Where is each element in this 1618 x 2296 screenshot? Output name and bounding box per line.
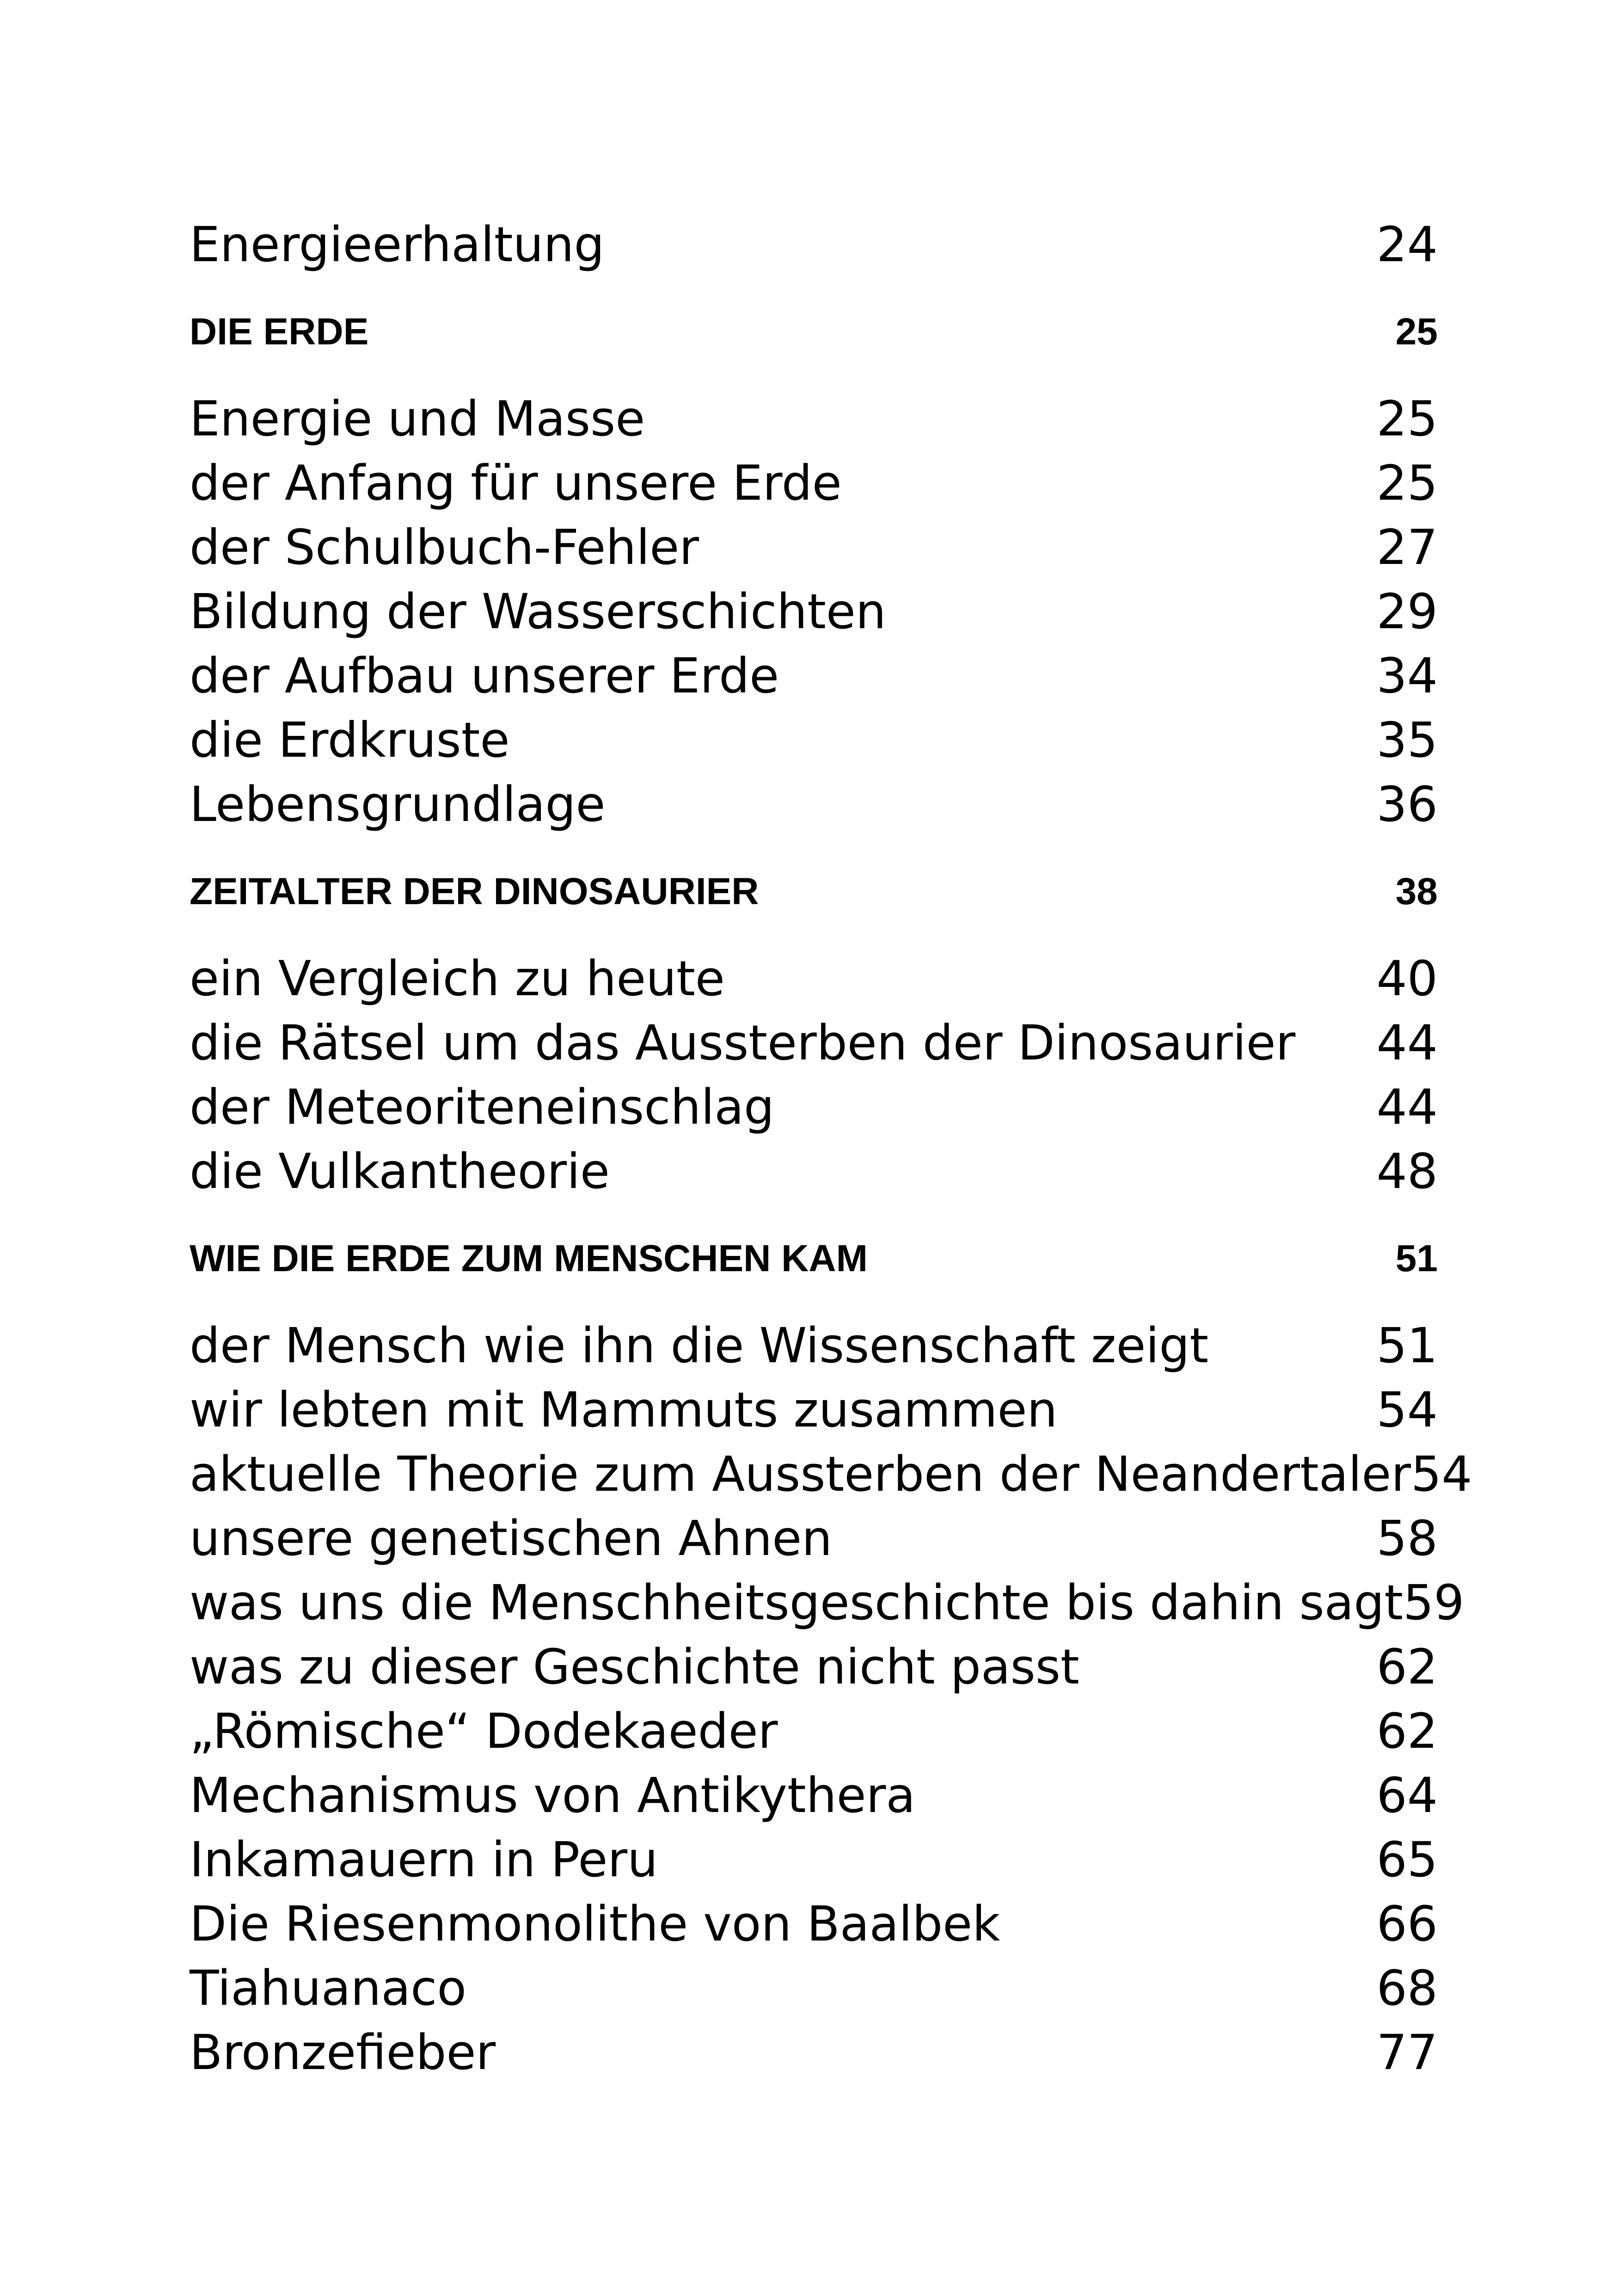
toc-entry (190, 1699, 1438, 1763)
toc-entry (190, 772, 1438, 837)
toc-entry-page: 27 (1376, 519, 1438, 576)
toc-entry (190, 1828, 1438, 1892)
toc-entry-page: 25 (1376, 391, 1438, 447)
toc-entry-title: Lebensgrundlage (190, 776, 606, 833)
toc-entry-page: 64 (1376, 1767, 1438, 1824)
toc-entry-title: Energieerhaltung (190, 216, 605, 273)
toc-entry-title: ein Vergleich zu heute (190, 950, 725, 1007)
toc-entry (190, 644, 1438, 708)
toc-entry (190, 1075, 1438, 1139)
toc-entry-title: der Aufbau unserer Erde (190, 648, 779, 704)
toc-entry-title: Die Riesenmonolithe von Baalbek (190, 1896, 1000, 1952)
toc-entry-title: die Erdkruste (190, 712, 510, 768)
toc-entry-title: die Rätsel um das Aussterben der Dinosaurier (190, 1015, 1296, 1071)
toc-entry (190, 515, 1438, 580)
toc-entry-page: 40 (1376, 950, 1438, 1007)
toc-entry-page: 54 (1376, 1382, 1438, 1438)
toc-chapter-page: 51 (1395, 1237, 1438, 1280)
toc-entry-page: 68 (1376, 1960, 1438, 2016)
toc-entry (190, 1011, 1438, 1075)
toc-entry-page: 44 (1376, 1015, 1438, 1071)
toc-chapter-heading (190, 837, 1438, 947)
toc-entry (190, 708, 1438, 772)
toc-entry-page: 29 (1376, 583, 1438, 640)
toc-entry-page: 58 (1376, 1510, 1438, 1567)
toc-chapter-page: 25 (1395, 311, 1438, 353)
toc-entry-title: Tiahuanaco (190, 1960, 466, 2016)
toc-entry-title: Mechanismus von Antikythera (190, 1767, 916, 1824)
toc-entry-page: 59 (1403, 1574, 1465, 1631)
toc-entry (190, 1763, 1438, 1828)
toc-entry (190, 1314, 1438, 1378)
toc-entry (190, 2020, 1438, 2085)
toc-entry-title: unsere genetischen Ahnen (190, 1510, 833, 1567)
table-of-contents (190, 213, 1472, 2085)
toc-chapter-heading (190, 277, 1438, 387)
toc-entry-title: Bildung der Wasserschichten (190, 583, 886, 640)
toc-entry-title: „Römische“ Dodekaeder (190, 1703, 778, 1759)
toc-chapter-title: DIE ERDE (190, 311, 369, 353)
toc-entry-title: Bronzefieber (190, 2024, 496, 2081)
toc-entry-page: 66 (1376, 1896, 1438, 1952)
toc-entry-title: Inkamauern in Peru (190, 1831, 658, 1888)
toc-entry (190, 1892, 1438, 1956)
toc-entry (190, 1956, 1438, 2020)
toc-entry-page: 35 (1376, 712, 1438, 768)
toc-entry-title: was zu dieser Geschichte nicht passt (190, 1639, 1079, 1695)
toc-entry-title: Energie und Masse (190, 391, 645, 447)
toc-entry (190, 580, 1438, 644)
toc-entry-page: 65 (1376, 1831, 1438, 1888)
toc-entry-title: aktuelle Theorie zum Aussterben der Neandertaler (190, 1446, 1411, 1502)
toc-entry (190, 213, 1438, 277)
toc-entry-title: der Mensch wie ihn die Wissenschaft zeigt (190, 1317, 1209, 1374)
toc-entry (190, 1635, 1438, 1699)
toc-entry (190, 1442, 1472, 1506)
toc-entry-page: 54 (1411, 1446, 1472, 1502)
toc-entry-page: 36 (1376, 776, 1438, 833)
toc-entry-title: der Schulbuch-Fehler (190, 519, 699, 576)
toc-entry (190, 387, 1438, 451)
toc-entry-page: 44 (1376, 1079, 1438, 1135)
toc-entry-page: 34 (1376, 648, 1438, 704)
toc-entry (190, 1139, 1438, 1204)
toc-entry-page: 62 (1376, 1639, 1438, 1695)
toc-entry-page: 51 (1376, 1317, 1438, 1374)
toc-entry-title: der Meteoriteneinschlag (190, 1079, 774, 1135)
toc-entry (190, 1571, 1465, 1635)
toc-entry-page: 48 (1376, 1143, 1438, 1200)
toc-entry-title: der Anfang für unsere Erde (190, 455, 842, 511)
toc-entry (190, 1378, 1438, 1442)
toc-chapter-title: ZEITALTER DER DINOSAURIER (190, 870, 759, 912)
toc-entry-title: was uns die Menschheitsgeschichte bis dahin sagt (190, 1574, 1403, 1631)
toc-entry-page: 24 (1376, 216, 1438, 273)
toc-entry (190, 451, 1438, 515)
toc-chapter-page: 38 (1395, 870, 1438, 912)
toc-chapter-title: WIE DIE ERDE ZUM MENSCHEN KAM (190, 1237, 868, 1280)
toc-entry-title: die Vulkantheorie (190, 1143, 610, 1200)
toc-entry (190, 1506, 1438, 1571)
toc-entry-page: 62 (1376, 1703, 1438, 1759)
toc-entry-page: 77 (1376, 2024, 1438, 2081)
toc-entry-title: wir lebten mit Mammuts zusammen (190, 1382, 1058, 1438)
toc-entry (190, 947, 1438, 1011)
toc-chapter-heading (190, 1204, 1438, 1314)
toc-entry-page: 25 (1376, 455, 1438, 511)
